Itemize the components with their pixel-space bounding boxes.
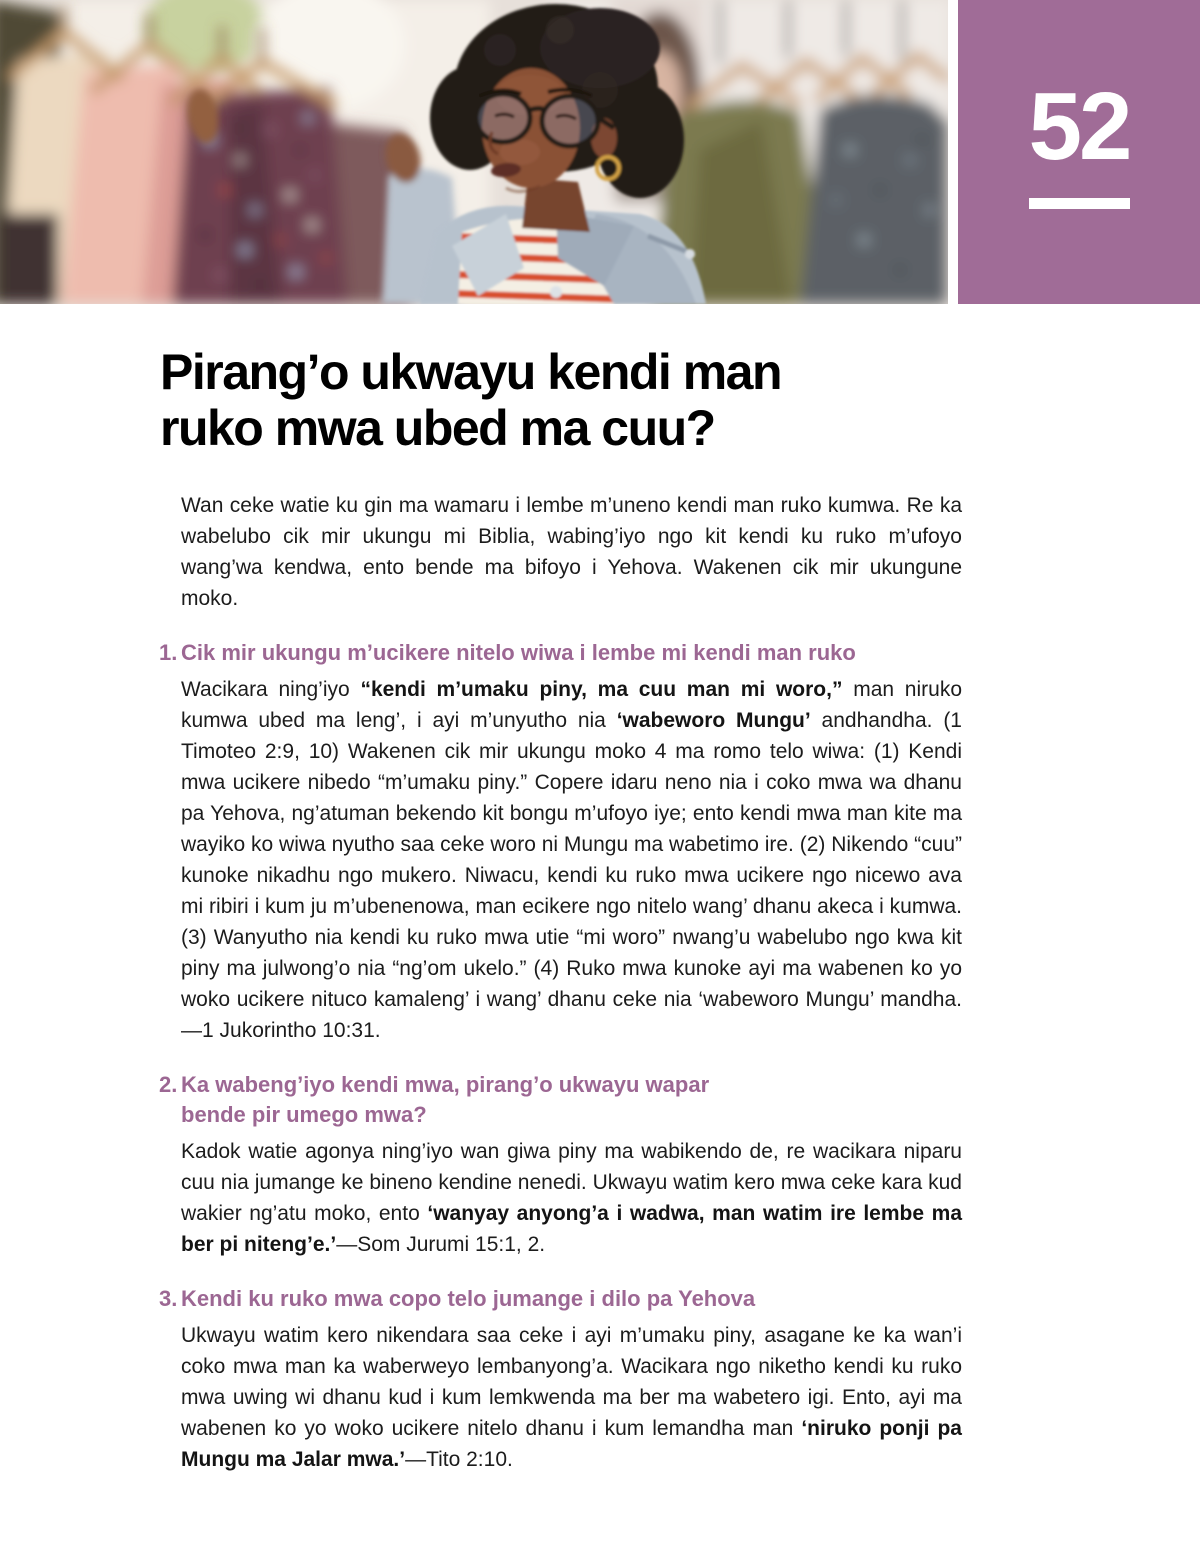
- section-paragraph-2: [181, 1136, 962, 1260]
- section-heading-2: [159, 1070, 962, 1130]
- scripture-quote: “kendi m’umaku piny, ma cuu man mi woro,”: [360, 678, 843, 701]
- scripture-quote: ‘wanyay anyong’a i wadwa, man watim ire lembe ma ber pi niteng’e.’: [181, 1202, 962, 1256]
- section-heading-1-text: Cik mir ukungu m’ucikere nitelo wiwa i lembe mi kendi man ruko: [181, 640, 856, 665]
- text-segment: Ukwayu watim kero nikendara saa ceke i ayi m’umaku piny, asagane ke ka wan’i coko mwa man ka waberweyo lembanyong’a. Wacikara ngo niketho kendi ku ruko mwa uwing wi dhanu kud i kum lemkwenda ma ber ma wabetero igi. Ento, ayi ma wabenen ko yo woko ucikere nitelo dhanu i kum lemandha man: [181, 1324, 962, 1440]
- page-header: [0, 0, 1200, 304]
- scripture-reference: —Som Jurumi 15:1, 2.: [336, 1233, 546, 1256]
- section-heading-3-text: Kendi ku ruko mwa copo telo jumange i dilo pa Yehova: [181, 1286, 756, 1311]
- header-photo: [0, 0, 948, 304]
- section-heading-1: [159, 638, 962, 668]
- lesson-number: 52: [1028, 73, 1130, 180]
- clothing-store-illustration: [0, 0, 948, 304]
- section-heading-2-text: Ka wabeng’iyo kendi mwa, pirang’o ukwayu wapar: [181, 1072, 710, 1097]
- section-heading-2-line2: bende pir umego mwa?: [181, 1102, 427, 1127]
- section-heading-3: [159, 1284, 962, 1314]
- section-paragraph-3: [181, 1320, 962, 1475]
- page-title: Pirang’o ukwayu kendi man ruko mwa ubed ma cuu?: [160, 344, 781, 456]
- text-segment: andhandha. (1 Timoteo 2:9, 10) Wakenen cik mir ukungu moko 4 ma romo telo wiwa: (1) Kendi mwa ucikere nibedo “m’umaku piny.” Copere idaru neno nia i coko mwa wa dhanu pa Yehova, ng’atuman bekendo kit bongu m’ufoyo iye; ento kendi mwa man kite ma wayiko ko wiwa nyutho saa ceke woro ni Mungu ma wabetimo ire. (2) Nikendo “cuu” kunoke nikadhu ngo mukero. Niwacu, kendi ku ruko mwa ucikere ngo nicewo ava mi ribiri i kum ju m’ubenenowa, man ecikere ngo nitelo wang’ dhanu akeca i kumwa. (3) Wanyutho nia kendi ku ruko mwa utie “mi woro” nwang’u wabelubo ngo kwa kit piny ma julwong’o nia “ng’om ukelo.” (4) Ruko mwa kunoke ayi ma wabenen ko yo woko ucikere nituco kamaleng’ i wang’ dhanu ceke nia ‘wabeworo Mungu’ mandha.—1 Jukorintho 10:31.: [181, 709, 962, 1042]
- text-segment: Kadok watie agonya ning’iyo wan giwa piny ma wabikendo de, re wacikara niparu cuu nia jumange ke bineno kendine nenedi. Ukwayu watim kero mwa ceke kara kud wakier ng’atu moko, ento: [181, 1140, 962, 1225]
- scripture-reference: —Tito 2:10.: [405, 1448, 513, 1471]
- section-number-1: 1.: [159, 640, 178, 665]
- section-number-2: 2.: [159, 1072, 178, 1097]
- intro-paragraph: Wan ceke watie ku gin ma wamaru i lembe m’uneno kendi man ruko kumwa. Re ka wabelubo cik mir ukungu mi Biblia, wabing’iyo ngo kit kendi ku ruko m’ufoyo wang’wa kendwa, ento bende ma bifoyo i Yehova. Wakenen cik mir ukungune moko.: [181, 494, 962, 610]
- text-segment: man niruko kumwa ubed ma leng’, i ayi m’unyutho nia: [181, 678, 962, 732]
- scripture-quote: ‘wabeworo Mungu’: [616, 709, 811, 732]
- badge-underline: [1029, 198, 1130, 209]
- text-segment: Wacikara ning’iyo: [181, 678, 361, 701]
- scripture-quote: ‘niruko ponji pa Mungu ma Jalar mwa.’: [181, 1417, 962, 1471]
- section-paragraph-1: [181, 674, 962, 1046]
- section-number-3: 3.: [159, 1286, 178, 1311]
- lesson-number-badge: [958, 0, 1200, 304]
